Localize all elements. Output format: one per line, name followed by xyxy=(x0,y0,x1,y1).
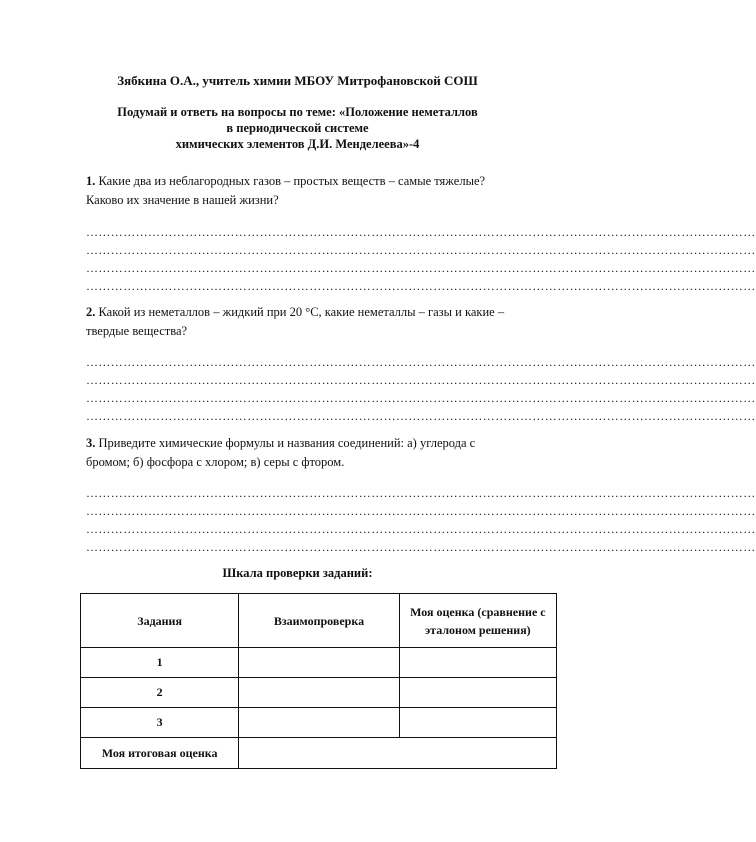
assessment-table xyxy=(80,593,557,769)
answer-line[interactable]: ……………………………………………………………………………………………………………………………………………… xyxy=(86,261,756,275)
question-1-line-2: Каково их значение в нашей жизни? xyxy=(86,193,279,207)
answer-line[interactable]: ……………………………………………………………………………………………………………………………………………… xyxy=(86,409,756,423)
answer-line[interactable]: ……………………………………………………………………………………………………………………………………………… xyxy=(86,243,756,257)
answer-line[interactable]: ……………………………………………………………………………………………………………………………………………… xyxy=(86,355,756,369)
answer-line[interactable]: ……………………………………………………………………………………………………………………………………………… xyxy=(86,373,756,387)
question-1-number: 1. xyxy=(86,174,96,188)
header-peer-review: Взаимопроверка xyxy=(239,594,399,648)
task-number: 2 xyxy=(81,678,239,708)
title-line-2: в периодической системе xyxy=(226,121,369,135)
question-3-number: 3. xyxy=(86,436,96,450)
task-number: 3 xyxy=(81,708,239,738)
header-tasks: Задания xyxy=(81,594,239,648)
answer-line[interactable]: ……………………………………………………………………………………………………………………………………………… xyxy=(86,522,756,536)
self-assessment-cell[interactable] xyxy=(399,678,556,708)
question-1-line-1: Какие два из неблагородных газов – простых веществ – самые тяжелые? xyxy=(98,174,486,188)
question-3 xyxy=(86,434,556,472)
final-grade-label: Моя итоговая оценка xyxy=(81,738,239,769)
answer-line[interactable]: ……………………………………………………………………………………………………………………………………………… xyxy=(86,540,756,554)
worksheet-title xyxy=(0,104,595,152)
table-row xyxy=(81,678,557,708)
final-grade-row xyxy=(81,738,557,769)
title-line-3: химических элементов Д.И. Менделеева»-4 xyxy=(175,137,420,151)
header-self-assessment: Моя оценка (сравнение с эталоном решения) xyxy=(399,594,556,648)
question-1 xyxy=(86,172,556,210)
self-assessment-cell[interactable] xyxy=(399,708,556,738)
question-2 xyxy=(86,303,556,341)
peer-review-cell[interactable] xyxy=(239,708,399,738)
final-grade-cell[interactable] xyxy=(239,738,557,769)
peer-review-cell[interactable] xyxy=(239,678,399,708)
answer-line[interactable]: ……………………………………………………………………………………………………………………………………………… xyxy=(86,279,756,293)
question-2-line-1: Какой из неметаллов – жидкий при 20 °С, какие неметаллы – газы и какие – xyxy=(98,305,505,319)
question-2-number: 2. xyxy=(86,305,96,319)
question-2-line-2: твердые вещества? xyxy=(86,324,188,338)
answer-line[interactable]: ……………………………………………………………………………………………………………………………………………… xyxy=(86,486,756,500)
peer-review-cell[interactable] xyxy=(239,648,399,678)
answer-line[interactable]: ……………………………………………………………………………………………………………………………………………… xyxy=(86,391,756,405)
task-number: 1 xyxy=(81,648,239,678)
scale-title: Шкала проверки заданий: xyxy=(222,566,373,580)
table-row xyxy=(81,708,557,738)
answer-line[interactable]: ……………………………………………………………………………………………………………………………………………… xyxy=(86,504,756,518)
author-line: Зябкина О.А., учитель химии МБОУ Митрофановской СОШ xyxy=(117,73,478,88)
question-3-line-2: бромом; б) фосфора с хлором; в) серы с фтором. xyxy=(86,455,345,469)
table-row xyxy=(81,648,557,678)
title-line-1: Подумай и ответь на вопросы по теме: «Положение неметаллов xyxy=(117,105,478,119)
question-3-line-1: Приведите химические формулы и названия соединений: а) углерода с xyxy=(98,436,476,450)
answer-line[interactable]: ……………………………………………………………………………………………………………………………………………… xyxy=(86,225,756,239)
self-assessment-cell[interactable] xyxy=(399,648,556,678)
table-header-row xyxy=(81,594,557,648)
